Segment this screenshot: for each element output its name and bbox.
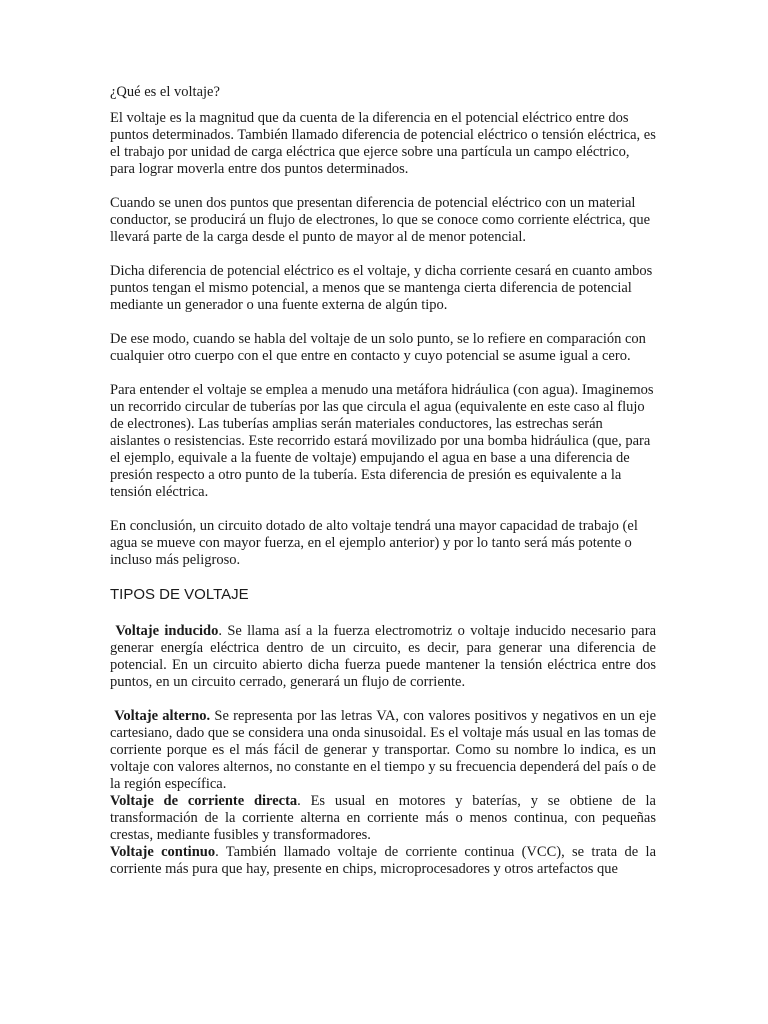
voltage-type-term: Voltaje alterno. — [114, 708, 211, 724]
section-heading: TIPOS DE VOLTAJE — [110, 586, 249, 603]
voltage-type-term: Voltaje de corriente directa — [110, 793, 298, 809]
paragraph-conclusion: En conclusión, un circuito dotado de alto voltaje tendrá una mayor capacidad de trabajo (el agua se mueve con mayor fuerza, en el ejemplo anterior) y por lo tanto será más potente o incluso más peligroso. — [110, 518, 638, 568]
paragraph-potential: Dicha diferencia de potencial eléctrico es el voltaje, y dicha corriente cesará en cuanto ambos puntos tengan el mismo potencial, a menos que se mantenga cierta diferencia de potencial mediante un generador o una fuente externa de algún tipo. — [110, 263, 653, 313]
voltage-type-alternating — [110, 708, 656, 793]
voltage-type-description: Se representa por las letras VA, con valores positivos y negativos en un eje cartesiano, dado que se considera una onda sinusoidal. Es el voltaje más usual en las tomas de corriente porque es el más fácil de generar y transportar. Como su nombre lo indica, es un voltaje con valores alternos, no constante en el tiempo y su frecuencia dependerá del país o de la región específica. — [110, 708, 657, 792]
document-page — [110, 84, 656, 878]
voltage-type-description: . Es usual en motores y baterías, y se obtiene de la transformación de la corriente alterna en corriente más o menos continua, con pequeñas crestas, mediante fusibles y transformadores. — [110, 793, 656, 843]
paragraph-single-point: De ese modo, cuando se habla del voltaje de un solo punto, se lo refiere en comparación con cualquier otro cuerpo con el que entre en contacto y cuyo potencial se asume igual a cero. — [110, 331, 646, 364]
paragraph-current: Cuando se unen dos puntos que presentan diferencia de potencial eléctrico con un material conductor, se producirá un flujo de electrones, lo que se conoce como corriente eléctrica, que llevará parte de la carga desde el punto de mayor al de menor potencial. — [110, 195, 651, 245]
voltage-type-term: Voltaje continuo — [110, 844, 216, 860]
voltage-type-induced — [110, 623, 656, 691]
voltage-type-direct-current — [110, 793, 656, 844]
voltage-type-continuous — [110, 844, 656, 878]
document-title: ¿Qué es el voltaje? — [110, 84, 220, 100]
voltage-type-description: . También llamado voltaje de corriente continua (VCC), se trata de la corriente más pura que hay, presente en chips, microprocesadores y otros artefactos que — [110, 844, 657, 877]
voltage-type-description: . Se llama así a la fuerza electromotriz o voltaje inducido necesario para generar energía eléctrica dentro de un circuito, es decir, para generar una diferencia de potencial. En un circuito abierto dicha fuerza puede mantener la tensión eléctrica entre dos puntos, en un circuito cerrado, generará un flujo de corriente. — [110, 623, 657, 690]
voltage-type-term: Voltaje inducido — [115, 623, 219, 639]
paragraph-definition: El voltaje es la magnitud que da cuenta de la diferencia en el potencial eléctrico entre dos puntos determinados. También llamado diferencia de potencial eléctrico o tensión eléctrica, es el trabajo por unidad de carga eléctrica que ejerce sobre una partícula un campo eléctrico, para lograr moverla entre dos puntos determinados. — [110, 110, 656, 177]
paragraph-hydraulic-metaphor: Para entender el voltaje se emplea a menudo una metáfora hidráulica (con agua). Imaginemos un recorrido circular de tuberías por las que circula el agua (equivalente en este caso al flujo de electrones). Las tuberías amplias serán materiales conductores, las estrechas serán aislantes o resistencias. Este recorrido estará movilizado por una bomba hidráulica (que, para el ejemplo, equivale a la fuente de voltaje) empujando el agua en base a una diferencia de presión respecto a otro punto de la tubería. Esta diferencia de presión es equivalente a la tensión eléctrica. — [110, 382, 654, 500]
